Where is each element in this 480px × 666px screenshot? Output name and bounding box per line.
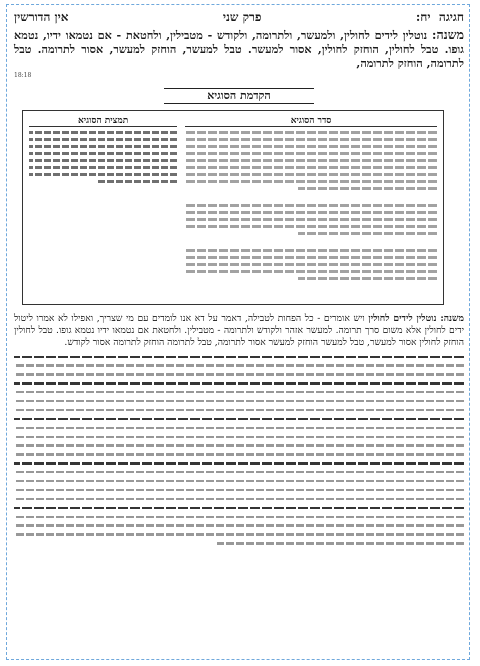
header-chapter: פרק שני <box>222 10 262 24</box>
sugya-order-title: סדר הסוגיא <box>185 115 437 127</box>
sugya-order-text <box>185 131 437 280</box>
mishna-text <box>14 28 464 70</box>
sugya-summary-column <box>29 115 177 300</box>
mishna-label: משנה: <box>431 27 464 42</box>
small-reference: 18:18 <box>14 72 32 79</box>
page-header <box>14 10 464 26</box>
header-right-ref: חגיגה יח: <box>415 10 464 24</box>
commentary <box>14 313 464 349</box>
header-chapter-name: אין הדורשין <box>14 10 69 24</box>
mishna-body: נוטלין לידים לחולין, ולמעשר, ולתרומה, ולקודש - מטבילין, ולחטאת - אם נטמאו ידיו, נטמא גופו. טבל לחולין, הוחזק לחולין, אסור למעשר. טבל למעשר, הוחזק למעשר, אסור לתרומה. טבל לתרומה, הוחזק לתרומה, <box>14 28 464 70</box>
sugya-order-column <box>185 115 437 300</box>
intro-title: הקדמת הסוגיא <box>164 88 314 104</box>
sugya-summary-text <box>29 131 177 183</box>
talmud-page <box>14 10 464 656</box>
sugya-summary-title: תמצית הסוגיא <box>29 115 177 127</box>
commentary-lead: משנה: נוטלין לידים לחולין <box>368 313 464 324</box>
commentary-text: ויש אומרים - כל הפחות לטבילה, דאמר על דא אנו לומדים עם מי שצריך, ואפילו לא אמרו ליטול ידים לחולין אלא משום סרך תרומה. למעשר אזהר ולקודש ולתרומה - מטבילין. ולחטאת אם נטמאו ידיו נטמא גופו. טבל לחולין הוחזק לחולין אסור למעשר, טבל למעשר הוחזק למעשר אסור לתרומה, טבל לתרומה הוחזק לתרומה אסור לקודש. <box>14 313 464 348</box>
commentary-continued <box>14 356 464 545</box>
intro-box <box>22 110 444 305</box>
